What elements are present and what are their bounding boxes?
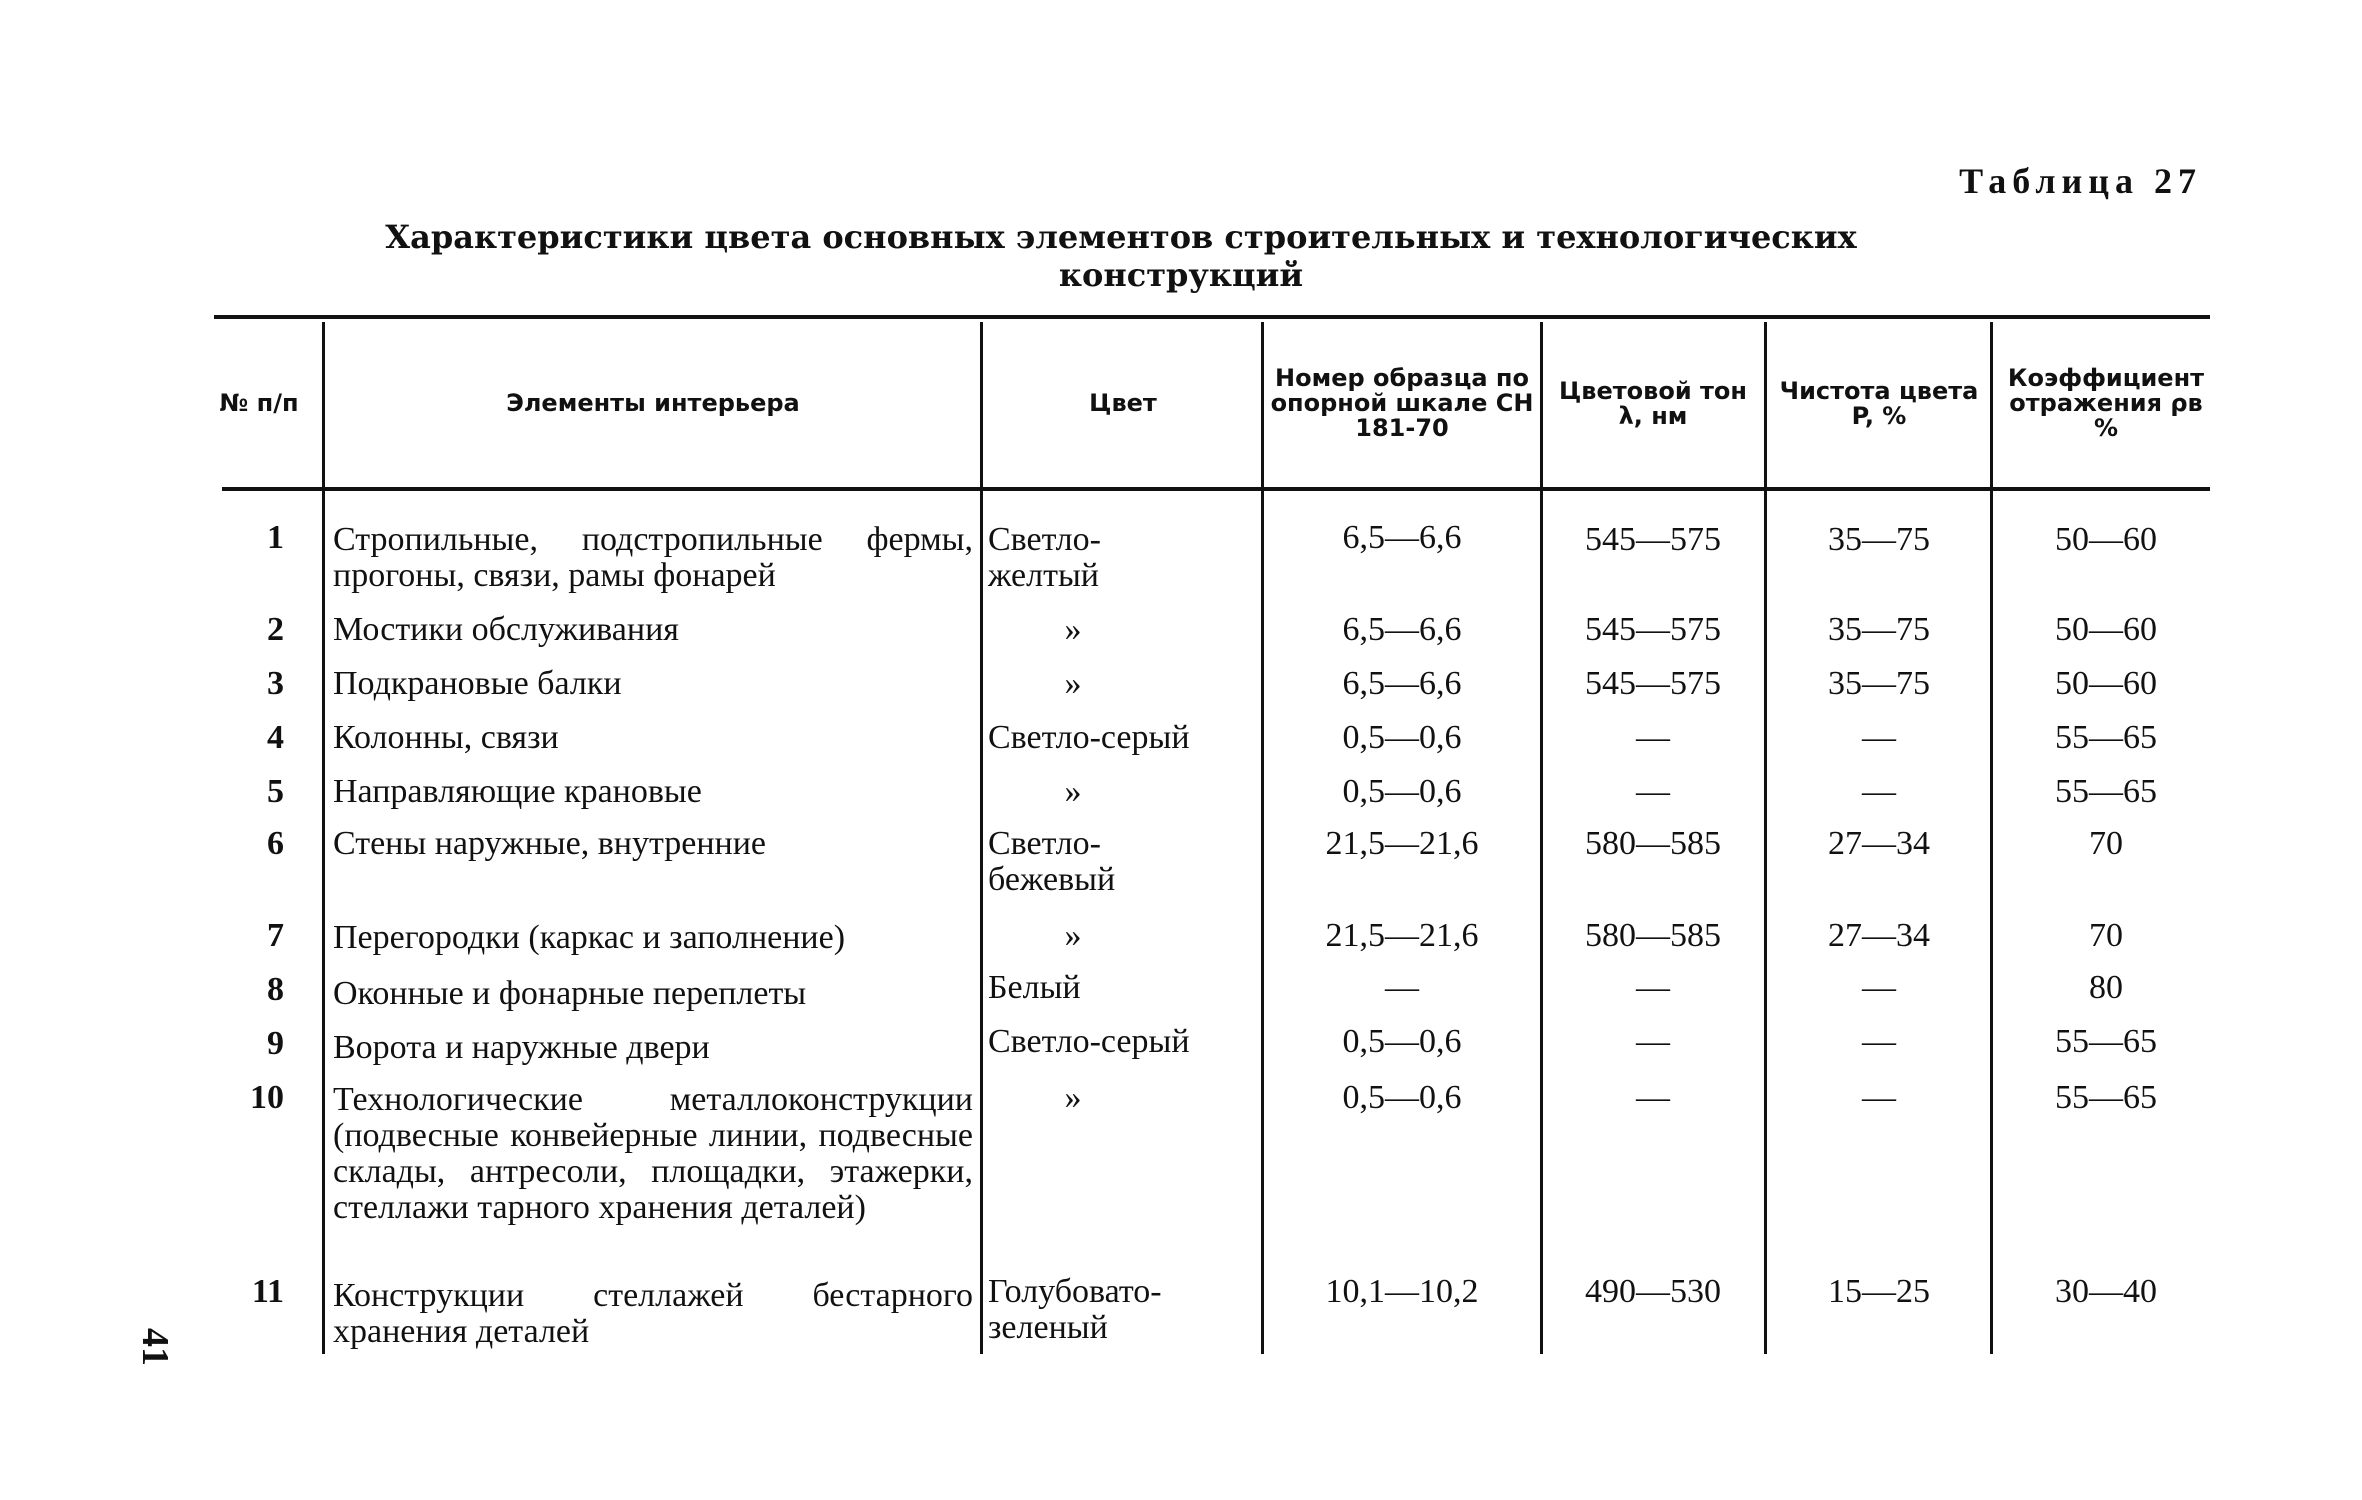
row-8-sample: —: [1385, 969, 1419, 1006]
row-9-purity: —: [1862, 1023, 1896, 1060]
row-7-color: »: [1064, 917, 1082, 954]
header-tone: Цветовой тон λ, нм: [1559, 376, 1747, 430]
row-10-tone: —: [1636, 1079, 1670, 1116]
row-10-sample: 0,5—0,6: [1342, 1079, 1462, 1116]
row-5-sample: 0,5—0,6: [1342, 773, 1462, 810]
header-reflect: Коэффициент отражения ρв %: [2007, 364, 2205, 442]
row-6-tone: 580—585: [1585, 825, 1721, 862]
row-6-num: 6: [267, 825, 284, 862]
row-3-reflect: 50—60: [2055, 665, 2157, 702]
row-4-reflect: 55—65: [2055, 719, 2157, 756]
row-5-reflect: 55—65: [2055, 773, 2157, 810]
row-1-color: Светло-желтый: [988, 521, 1101, 594]
row-8-color: Белый: [988, 969, 1081, 1006]
row-11-sample: 10,1—10,2: [1325, 1273, 1479, 1310]
row-3-tone: 545—575: [1585, 665, 1721, 702]
row-10-color: »: [1064, 1079, 1082, 1116]
row-5-color: »: [1064, 773, 1082, 810]
row-2-num: 2: [267, 611, 284, 648]
header-sample: Номер образца по опорной шкале СН 181-70: [1270, 364, 1534, 442]
row-7-element: Перегородки (каркас и заполнение): [333, 919, 846, 956]
row-2-element: Мостики обслуживания: [333, 611, 679, 648]
row-9-tone: —: [1636, 1023, 1670, 1060]
row-7-purity: 27—34: [1828, 917, 1930, 954]
table-title-line-1: Характеристики цвета основных элементов строительных и технологических: [385, 218, 1857, 256]
column-divider: [1990, 322, 1993, 1354]
row-4-sample: 0,5—0,6: [1342, 719, 1462, 756]
row-10-purity: —: [1862, 1079, 1896, 1116]
row-7-num: 7: [267, 917, 284, 954]
row-3-color: »: [1064, 665, 1082, 702]
row-4-tone: —: [1636, 719, 1670, 756]
table-label: Таблица 27: [1959, 161, 2202, 201]
row-7-tone: 580—585: [1585, 917, 1721, 954]
row-1-purity: 35—75: [1828, 521, 1930, 558]
row-2-tone: 545—575: [1585, 611, 1721, 648]
column-divider: [1764, 322, 1767, 1354]
row-4-color: Светло-серый: [988, 719, 1190, 756]
column-divider: [322, 322, 325, 1354]
row-9-sample: 0,5—0,6: [1342, 1023, 1462, 1060]
row-8-reflect: 80: [2089, 969, 2123, 1006]
row-1-element: Стропильные, подстропильные фермы, прогоны, связи, рамы фонарей: [333, 521, 973, 594]
row-4-purity: —: [1862, 719, 1896, 756]
row-2-purity: 35—75: [1828, 611, 1930, 648]
row-11-reflect: 30—40: [2055, 1273, 2157, 1310]
row-1-sample: 6,5—6,6: [1342, 519, 1462, 556]
row-5-element: Направляющие крановые: [333, 773, 702, 810]
row-6-purity: 27—34: [1828, 825, 1930, 862]
row-9-reflect: 55—65: [2055, 1023, 2157, 1060]
row-6-sample: 21,5—21,6: [1325, 825, 1479, 862]
page-number: 41: [134, 1328, 176, 1366]
header-bottom-rule: [222, 487, 2210, 491]
row-3-num: 3: [267, 665, 284, 702]
header-num: № п/п: [219, 389, 299, 417]
row-11-color: Голубовато-зеленый: [988, 1273, 1162, 1346]
row-6-color: Светло-бежевый: [988, 825, 1116, 898]
row-9-num: 9: [267, 1025, 284, 1062]
row-8-element: Оконные и фонарные переплеты: [333, 975, 807, 1012]
row-3-sample: 6,5—6,6: [1342, 665, 1462, 702]
row-6-reflect: 70: [2089, 825, 2123, 862]
column-divider: [1540, 322, 1543, 1354]
row-3-element: Подкрановые балки: [333, 665, 622, 702]
row-11-num: 11: [251, 1273, 284, 1310]
row-6-element: Стены наружные, внутренние: [333, 825, 767, 862]
row-9-element: Ворота и наружные двери: [333, 1029, 710, 1066]
row-4-element: Колонны, связи: [333, 719, 559, 756]
row-8-num: 8: [267, 971, 284, 1008]
row-5-purity: —: [1862, 773, 1896, 810]
table-top-rule: [214, 315, 2210, 319]
row-2-color: »: [1064, 611, 1082, 648]
row-5-tone: —: [1636, 773, 1670, 810]
row-8-tone: —: [1636, 969, 1670, 1006]
header-element: Элементы интерьера: [506, 389, 800, 417]
row-10-num: 10: [250, 1079, 284, 1116]
column-divider: [1261, 322, 1264, 1354]
header-color: Цвет: [1089, 389, 1157, 417]
row-10-reflect: 55—65: [2055, 1079, 2157, 1116]
row-8-purity: —: [1862, 969, 1896, 1006]
row-11-purity: 15—25: [1828, 1273, 1930, 1310]
row-1-num: 1: [267, 519, 284, 556]
row-9-color: Светло-серый: [988, 1023, 1190, 1060]
row-11-tone: 490—530: [1585, 1273, 1721, 1310]
row-3-purity: 35—75: [1828, 665, 1930, 702]
row-2-reflect: 50—60: [2055, 611, 2157, 648]
column-divider: [980, 322, 983, 1354]
row-5-num: 5: [267, 773, 284, 810]
row-7-sample: 21,5—21,6: [1325, 917, 1479, 954]
row-7-reflect: 70: [2089, 917, 2123, 954]
row-1-reflect: 50—60: [2055, 521, 2157, 558]
row-4-num: 4: [267, 719, 284, 756]
row-2-sample: 6,5—6,6: [1342, 611, 1462, 648]
row-11-element: Конструкции стеллажей бестарного хранения деталей: [333, 1277, 973, 1350]
row-10-element: Технологические металлоконструкции (подвесные конвейерные линии, подвесные склады, антресоли, площадки, этажерки, стеллажи тарного хранения деталей): [333, 1081, 973, 1226]
table-title-line-2: конструкций: [1058, 256, 1304, 294]
row-1-tone: 545—575: [1585, 521, 1721, 558]
header-purity: Чистота цвета P, %: [1779, 376, 1979, 430]
